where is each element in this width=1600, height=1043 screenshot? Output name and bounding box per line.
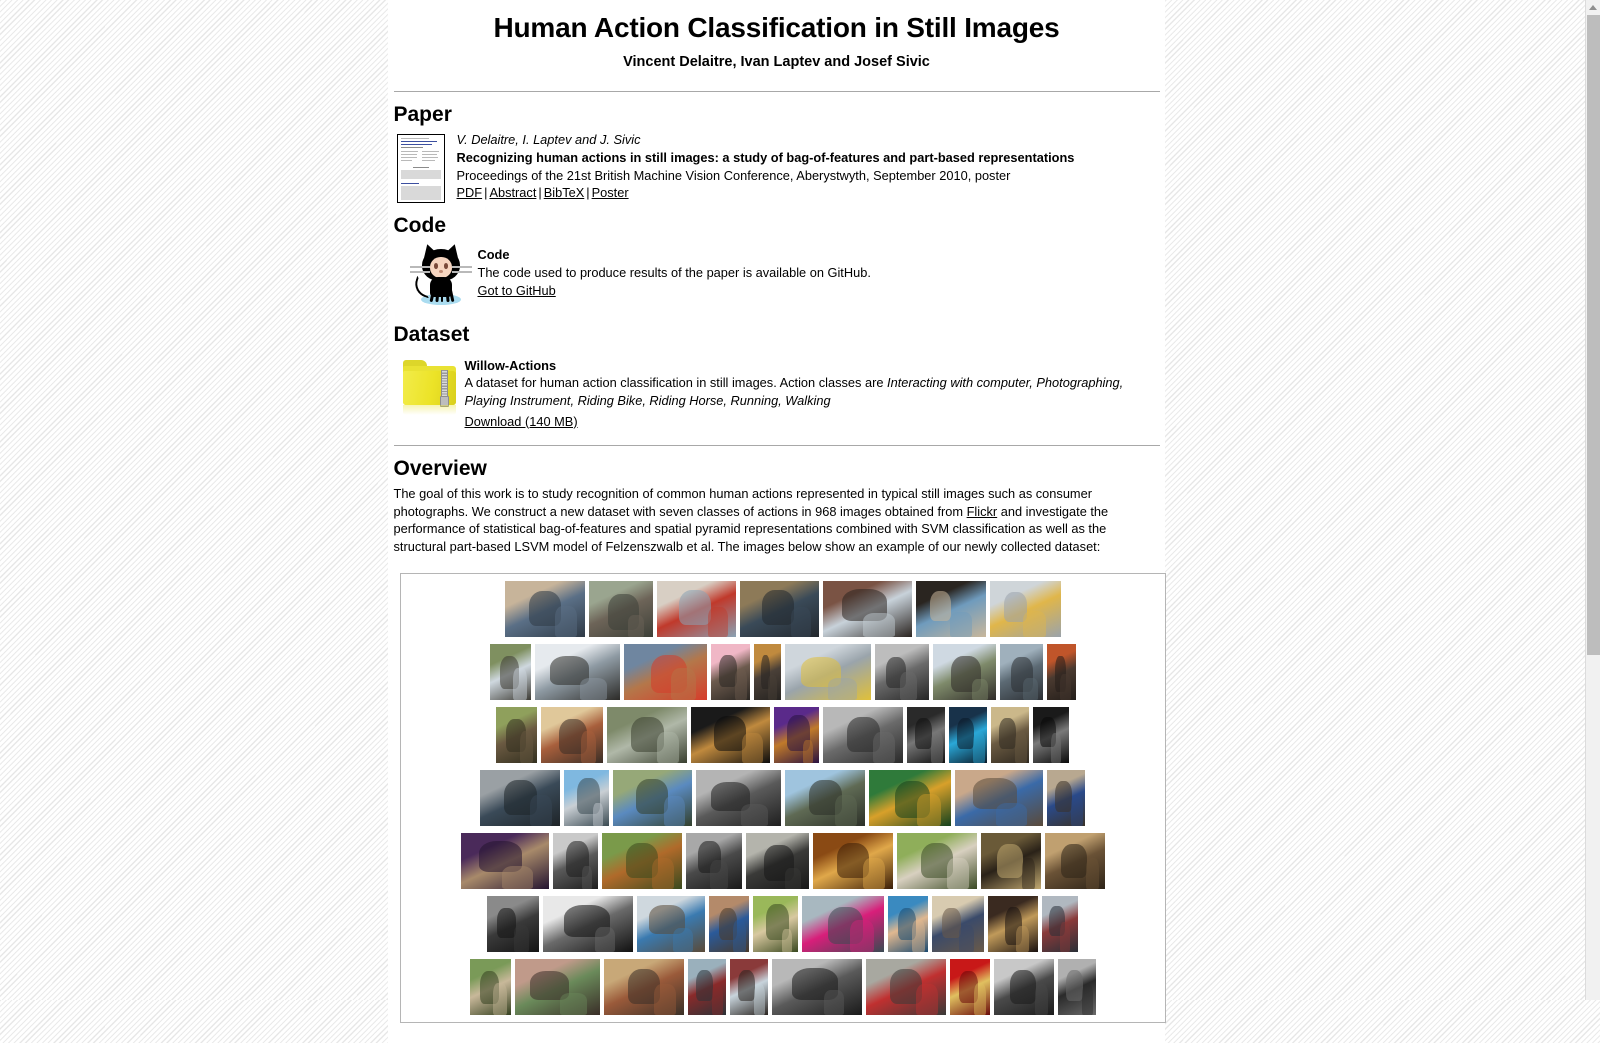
gallery-image-subject [1055, 781, 1072, 812]
gallery-image-highlight [657, 732, 679, 763]
gallery-image-subject [696, 970, 713, 1001]
gallery-image-content [1033, 707, 1069, 763]
goto-github-link[interactable]: Got to GitHub [477, 282, 556, 298]
gallery-image-highlight [560, 993, 587, 1015]
gallery-image[interactable] [1047, 644, 1076, 700]
gallery-image-highlight [1035, 984, 1048, 1015]
gallery-image-highlight [803, 740, 813, 763]
dataset-example-gallery [400, 573, 1166, 1023]
gallery-image-highlight [514, 925, 529, 952]
gallery-image-subject [1061, 844, 1087, 878]
gallery-image[interactable] [981, 833, 1041, 889]
code-item-title: Code [477, 247, 510, 263]
code-link-row [478, 282, 1160, 300]
dataset-title: Willow-Actions [464, 357, 557, 373]
gallery-image-content [604, 959, 684, 1015]
gallery-image-highlight [972, 679, 988, 700]
gallery-image-highlight [973, 732, 984, 763]
scroll-up-arrow-icon[interactable] [1589, 5, 1597, 10]
gallery-image[interactable] [991, 707, 1029, 763]
gallery-image-highlight [673, 928, 693, 952]
gallery-image-content [480, 770, 560, 826]
gallery-image-highlight [824, 990, 844, 1015]
gallery-image[interactable] [602, 833, 682, 889]
gallery-image-highlight [850, 920, 874, 952]
gallery-image-highlight [1060, 922, 1070, 952]
gallery-image[interactable] [624, 644, 707, 700]
gallery-image[interactable] [955, 770, 1043, 826]
gallery-image[interactable] [604, 959, 684, 1015]
gallery-image[interactable] [541, 707, 603, 763]
paper-title: Recognizing human actions in still images: a study of bag-of-features and part-based representations [456, 149, 1075, 165]
gallery-image-highlight [974, 983, 987, 1015]
gallery-image-content [543, 896, 633, 952]
gallery-image-highlight [996, 803, 1027, 827]
overview-text-part2: and investigate the performance of statistical bag-of-features and spatial pyramid representations combined with SVM classification as well as the structural part-based LSVM model of Felzenszwalb et al. The images below show an example of our newly collected dataset: [393, 503, 1109, 555]
gallery-row [401, 833, 1165, 893]
gallery-image-content [955, 770, 1043, 826]
gallery-image[interactable] [657, 581, 736, 637]
gallery-image-subject [942, 908, 961, 938]
gallery-image-content [686, 833, 742, 889]
gallery-image[interactable] [686, 833, 742, 889]
section-heading-overview: Overview [393, 456, 487, 480]
paper-page-thumbnail-icon[interactable] [397, 134, 445, 203]
gallery-image-highlight [900, 672, 917, 700]
gallery-row [401, 896, 1165, 956]
gallery-image-highlight [733, 920, 746, 952]
overview-paragraph [394, 485, 1160, 556]
gallery-image-highlight [628, 615, 645, 637]
gallery-image-highlight [530, 795, 552, 826]
vertical-scrollbar[interactable] [1585, 0, 1600, 1000]
gallery-row [401, 707, 1165, 767]
gallery-image[interactable] [823, 707, 903, 763]
gallery-image[interactable] [480, 770, 560, 826]
gallery-image[interactable] [487, 896, 539, 952]
gallery-image[interactable] [994, 959, 1054, 1015]
gallery-image-subject [1010, 970, 1036, 1004]
gallery-image[interactable] [774, 707, 819, 763]
gallery-row [401, 644, 1165, 704]
gallery-image-content [541, 707, 603, 763]
author-list: Vincent Delaitre, Ivan Laptev and Josef Sivic [623, 54, 930, 70]
gallery-image-content [613, 770, 692, 826]
gallery-image-content [869, 770, 951, 826]
gallery-image-highlight [1071, 795, 1082, 826]
gallery-image-highlight [959, 925, 974, 952]
gallery-image[interactable] [949, 707, 987, 763]
link-divider: | [586, 185, 590, 201]
paper-entry [394, 131, 1160, 203]
gallery-image-highlight [791, 607, 812, 637]
gallery-image-content [988, 896, 1038, 952]
gallery-image-content [624, 644, 707, 700]
gallery-image-highlight [1016, 926, 1030, 952]
gallery-image-highlight [873, 732, 895, 763]
gallery-image-content [490, 644, 531, 700]
gallery-image-content [772, 959, 862, 1015]
github-octocat-icon-wrap [404, 244, 478, 306]
paper-authors: V. Delaitre, I. Laptev and J. Sivic [456, 132, 641, 148]
gallery-image-content [1000, 644, 1043, 700]
paper-link-poster[interactable]: Poster [591, 185, 629, 201]
gallery-image[interactable] [753, 896, 798, 952]
gallery-image-highlight [828, 678, 856, 700]
gallery-image[interactable] [1033, 707, 1069, 763]
gallery-image[interactable] [535, 644, 620, 700]
gallery-image-highlight [1015, 732, 1026, 763]
gallery-image-content [709, 896, 749, 952]
gallery-image-content [637, 896, 705, 952]
gallery-image-content [991, 707, 1029, 763]
gallery-image-content [496, 707, 537, 763]
gallery-image-content [932, 896, 984, 952]
gallery-image[interactable] [461, 833, 549, 889]
gallery-image-subject [997, 844, 1023, 878]
gallery-image-content [691, 707, 770, 763]
gallery-image-content [505, 581, 585, 637]
gallery-image-highlight [835, 795, 857, 826]
gallery-image-content [657, 581, 736, 637]
gallery-image-content [711, 644, 750, 700]
gallery-image-content [753, 896, 798, 952]
code-description: The code used to produce results of the paper is available on GitHub. [477, 265, 871, 281]
gallery-image[interactable] [1058, 959, 1096, 1015]
gallery-image-highlight [863, 613, 895, 637]
section-heading-paper: Paper [393, 103, 452, 126]
gallery-image-content [785, 770, 865, 826]
paper-details [457, 131, 1160, 202]
gallery-image-content [607, 707, 687, 763]
dataset-entry [394, 352, 1160, 431]
gallery-image-content [746, 833, 809, 889]
gallery-image-highlight [1051, 733, 1061, 763]
gallery-image[interactable] [897, 833, 977, 889]
gallery-row [401, 959, 1165, 1019]
gallery-image-highlight [582, 866, 592, 889]
gallery-image-subject [762, 590, 794, 625]
gallery-image-subject [738, 970, 755, 1001]
gallery-image-content [602, 833, 682, 889]
gallery-image-highlight [735, 669, 747, 700]
gallery-image-subject [915, 718, 932, 749]
gallery-image-subject [497, 908, 516, 938]
gallery-image-content [823, 707, 903, 763]
gallery-image-content [535, 644, 620, 700]
gallery-image-highlight [671, 668, 696, 700]
gallery-image-content [785, 644, 871, 700]
gallery-image-highlight [493, 983, 507, 1015]
gallery-image-content [916, 581, 986, 637]
gallery-image-highlight [513, 668, 527, 700]
dataset-details [465, 352, 1160, 431]
gallery-image[interactable] [869, 770, 951, 826]
gallery-image[interactable] [1000, 644, 1043, 700]
gallery-image[interactable] [772, 959, 862, 1015]
gallery-image-highlight [742, 733, 763, 763]
gallery-image-content [933, 644, 996, 700]
gallery-image[interactable] [950, 959, 990, 1015]
gallery-image-highlight [652, 858, 674, 889]
gallery-image[interactable] [691, 707, 770, 763]
gallery-image-content [994, 959, 1054, 1015]
paper-link-pdf[interactable]: PDF [456, 185, 483, 201]
gallery-image-highlight [863, 858, 885, 889]
github-octocat-icon[interactable] [410, 244, 472, 306]
gallery-image-content [740, 581, 819, 637]
gallery-image-highlight [1086, 858, 1099, 889]
gallery-image[interactable] [746, 833, 809, 889]
gallery-image[interactable] [607, 707, 687, 763]
gallery-image[interactable] [990, 581, 1061, 637]
gallery-image-highlight [664, 796, 685, 826]
code-details [478, 242, 1160, 299]
gallery-image[interactable] [907, 707, 945, 763]
gallery-image-content [688, 959, 726, 1015]
link-divider: | [538, 185, 542, 201]
gallery-image-content [461, 833, 549, 889]
gallery-image[interactable] [505, 581, 585, 637]
gallery-image-subject [679, 590, 711, 625]
gallery-image[interactable] [709, 896, 749, 952]
gallery-image[interactable] [688, 959, 726, 1015]
gallery-image[interactable] [988, 896, 1038, 952]
gallery-image[interactable] [785, 644, 871, 700]
gallery-image-content [515, 959, 600, 1015]
gallery-row [401, 581, 1165, 641]
gallery-image-highlight [917, 794, 941, 826]
gallery-image[interactable] [613, 770, 692, 826]
gallery-image-content [487, 896, 539, 952]
gallery-image-content [696, 770, 781, 826]
gallery-image-content [553, 833, 598, 889]
gallery-image-content [470, 959, 511, 1015]
gallery-image-highlight [580, 678, 607, 700]
gallery-image[interactable] [785, 770, 865, 826]
gallery-image[interactable] [740, 581, 819, 637]
gallery-image-content [823, 581, 912, 637]
gallery-image[interactable] [696, 770, 781, 826]
gallery-image-content [813, 833, 893, 889]
section-heading-code: Code [393, 214, 446, 238]
code-entry [394, 242, 1160, 306]
gallery-image-content [1047, 770, 1085, 826]
gallery-image[interactable] [754, 644, 781, 700]
gallery-image-highlight [1022, 858, 1035, 889]
gallery-image-highlight [912, 920, 925, 952]
paper-link-bibtex[interactable]: BibTeX [543, 185, 585, 201]
gallery-image[interactable] [875, 644, 929, 700]
gallery-image-highlight [741, 804, 768, 826]
gallery-image-highlight [931, 732, 942, 763]
flickr-link[interactable]: Flickr [966, 503, 998, 519]
gallery-image-highlight [595, 927, 615, 952]
section-heading-dataset: Dataset [393, 323, 470, 347]
gallery-image-content [564, 770, 609, 826]
gallery-image[interactable] [813, 833, 893, 889]
gallery-image-highlight [782, 929, 792, 952]
gallery-image[interactable] [589, 581, 653, 637]
gallery-image-highlight [502, 866, 533, 890]
gallery-image-content [888, 896, 928, 952]
gallery-image-content [866, 959, 946, 1015]
gallery-image[interactable] [515, 959, 600, 1015]
gallery-row [401, 770, 1165, 830]
gallery-image[interactable] [866, 959, 946, 1015]
zipped-folder-icon[interactable] [402, 356, 460, 416]
gallery-image-highlight [555, 606, 577, 637]
gallery-image-subject [999, 718, 1016, 749]
gallery-image-content [730, 959, 768, 1015]
gallery-image-subject [636, 779, 668, 814]
dataset-description-text: A dataset for human action classification in still images. Action classes are [464, 375, 888, 391]
gallery-image-highlight [593, 803, 603, 826]
page-sheet [388, 0, 1165, 1043]
gallery-image[interactable] [637, 896, 705, 952]
dataset-download-link[interactable]: Download (140 MB) [464, 413, 578, 429]
gallery-image[interactable] [932, 896, 984, 952]
page-content [394, 10, 1160, 1043]
gallery-image-content [875, 644, 929, 700]
overview-text-part1: The goal of this work is to study recognition of common human actions represented in typical still images such as consumer photographs. We construct a new dataset with seven classes of actions in 968 images obtained from [393, 485, 1092, 519]
gallery-image[interactable] [802, 896, 884, 952]
gallery-image[interactable] [730, 959, 768, 1015]
gallery-image-content [774, 707, 819, 763]
scrollbar-thumb[interactable] [1587, 15, 1600, 655]
gallery-image[interactable] [543, 896, 633, 952]
gallery-image[interactable] [496, 707, 537, 763]
gallery-image[interactable] [1042, 896, 1078, 952]
gallery-image[interactable] [553, 833, 598, 889]
gallery-image-highlight [785, 868, 801, 889]
gallery-image[interactable] [490, 644, 531, 700]
paper-thumbnail-wrap [397, 134, 447, 203]
gallery-image-content [981, 833, 1041, 889]
gallery-image-highlight [1023, 678, 1038, 700]
gallery-image[interactable] [1045, 833, 1105, 889]
gallery-image[interactable] [711, 644, 750, 700]
gallery-image[interactable] [1047, 770, 1085, 826]
gallery-image-highlight [710, 860, 728, 889]
gallery-image-highlight [768, 675, 777, 700]
gallery-image[interactable] [564, 770, 609, 826]
gallery-image-highlight [581, 731, 596, 763]
gallery-image-highlight [947, 858, 969, 889]
paper-venue: Proceedings of the 21st British Machine Vision Conference, Aberystwyth, September 2010, poster [456, 167, 1011, 183]
gallery-image-subject [1066, 970, 1083, 1001]
dataset-link-row [465, 413, 1160, 431]
gallery-image[interactable] [823, 581, 912, 637]
gallery-image[interactable] [916, 581, 986, 637]
gallery-image-highlight [520, 731, 534, 763]
gallery-image-content [897, 833, 977, 889]
gallery-image-subject [714, 716, 746, 751]
gallery-image-content [907, 707, 945, 763]
gallery-image-content [589, 581, 653, 637]
gallery-image[interactable] [470, 959, 511, 1015]
dataset-description [465, 374, 1160, 409]
gallery-image-highlight [708, 607, 729, 637]
gallery-image-subject [930, 591, 952, 621]
gallery-image-content [950, 959, 990, 1015]
gallery-image-highlight [1060, 674, 1070, 700]
gallery-image[interactable] [933, 644, 996, 700]
gallery-image-highlight [1023, 611, 1046, 637]
gallery-image-content [802, 896, 884, 952]
gallery-image-content [754, 644, 781, 700]
page-title: Human Action Classification in Still Images [493, 12, 1060, 43]
gallery-image-content [1047, 644, 1076, 700]
gallery-image-highlight [950, 612, 972, 637]
gallery-image-content [949, 707, 987, 763]
link-divider: | [484, 185, 488, 201]
dataset-action-classes: Interacting with computer, Photographing, Playing Instrument, Riding Bike, Riding Horse, Running, Walking [464, 375, 1124, 408]
paper-link-abstract[interactable]: Abstract [489, 185, 537, 201]
gallery-image-content [1058, 959, 1096, 1015]
divider-top [394, 91, 1160, 92]
gallery-image-content [1045, 833, 1105, 889]
zipped-folder-icon-wrap [397, 356, 465, 416]
gallery-image[interactable] [888, 896, 928, 952]
gallery-image-content [990, 581, 1061, 637]
divider-overview [394, 445, 1160, 446]
paper-links [457, 184, 1160, 202]
gallery-image-content [1042, 896, 1078, 952]
gallery-image-subject [957, 718, 974, 749]
